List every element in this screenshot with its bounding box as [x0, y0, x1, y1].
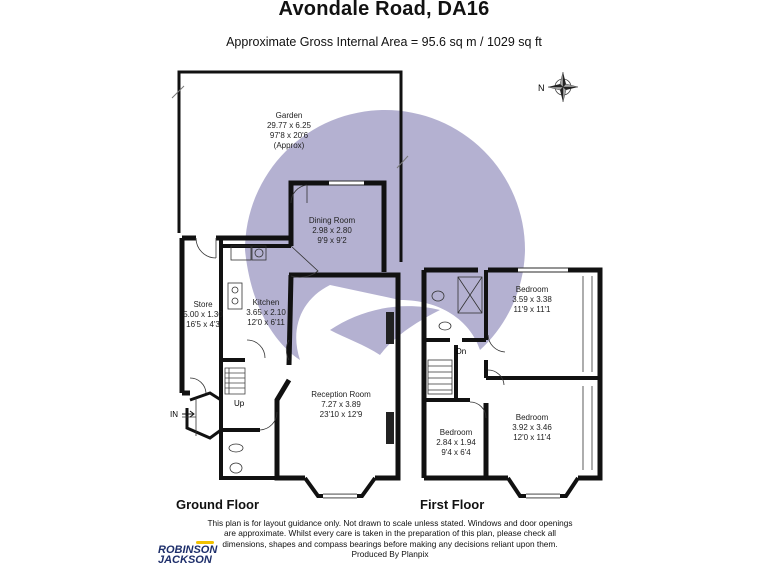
room-name: Store — [193, 300, 213, 309]
compass-label: N — [538, 83, 545, 93]
logo-swoosh-icon — [196, 541, 214, 544]
disclaimer — [200, 518, 580, 560]
room-name: Reception Room — [311, 390, 371, 399]
room-bedroom-3 — [436, 428, 476, 457]
ground-floor-label: Ground Floor — [176, 497, 260, 512]
disclaimer-line: This plan is for layout guidance only. Not drawn to scale unless stated. Windows and door openings — [207, 518, 573, 528]
room-size-metric: 3.59 x 3.38 — [512, 295, 552, 304]
room-size-imperial: 12'0 x 11'4 — [513, 433, 551, 442]
disclaimer-line: are approximate. Whilst every care is taken in the preparation of this plan, please check all — [223, 528, 557, 539]
room-size-imperial: 97'8 x 20'6 — [269, 131, 309, 140]
disclaimer-line: Produced By Planpix — [351, 549, 429, 560]
room-name: Kitchen — [252, 298, 280, 307]
room-size-imperial: 23'10 x 12'9 — [319, 410, 363, 419]
room-size-imperial: 11'9 x 11'1 — [513, 305, 551, 314]
room-size-imperial: 12'0 x 6'11 — [247, 318, 285, 327]
plan-subtitle: Approximate Gross Internal Area = 95.6 sq m / 1029 sq ft — [226, 35, 542, 49]
room-size-imperial: 9'4 x 6'4 — [441, 448, 471, 457]
first-floor-label: First Floor — [420, 497, 485, 512]
room-size-metric: 3.65 x 2.10 — [246, 308, 286, 317]
room-name: Dining Room — [308, 216, 356, 225]
room-size-metric: 2.84 x 1.94 — [436, 438, 476, 447]
stairs-up-label: Up — [234, 399, 245, 408]
room-name: Bedroom — [515, 413, 549, 422]
room-size-metric: 7.27 x 3.89 — [321, 400, 361, 409]
room-name: Garden — [275, 111, 303, 120]
disclaimer-line: dimensions, shapes and compass bearings before making any decisions reliant upon them. — [222, 538, 558, 549]
room-note: (Approx) — [273, 141, 305, 150]
room-bedroom-2 — [512, 413, 552, 442]
room-size-imperial: 16'5 x 4'3 — [186, 320, 220, 329]
stairs-down-label: Dn — [456, 347, 467, 356]
plan-title: Avondale Road, DA16 — [278, 0, 490, 20]
room-name: Bedroom — [515, 285, 549, 294]
room-size-imperial: 9'9 x 9'2 — [317, 236, 347, 245]
agent-logo — [158, 545, 217, 565]
entrance-label: IN — [170, 410, 178, 419]
room-reception — [311, 390, 371, 419]
room-store — [183, 300, 223, 329]
logo-line: JACKSON — [158, 554, 212, 566]
compass-icon — [548, 72, 578, 102]
logo-line: ROBINSON — [158, 544, 218, 556]
room-size-metric: 3.92 x 3.46 — [512, 423, 552, 432]
room-size-metric: 29.77 x 6.25 — [266, 121, 312, 130]
room-size-metric: 5.00 x 1.30 — [183, 310, 223, 319]
room-size-metric: 2.98 x 2.80 — [312, 226, 352, 235]
room-bedroom-1 — [512, 285, 552, 314]
room-name: Bedroom — [439, 428, 473, 437]
